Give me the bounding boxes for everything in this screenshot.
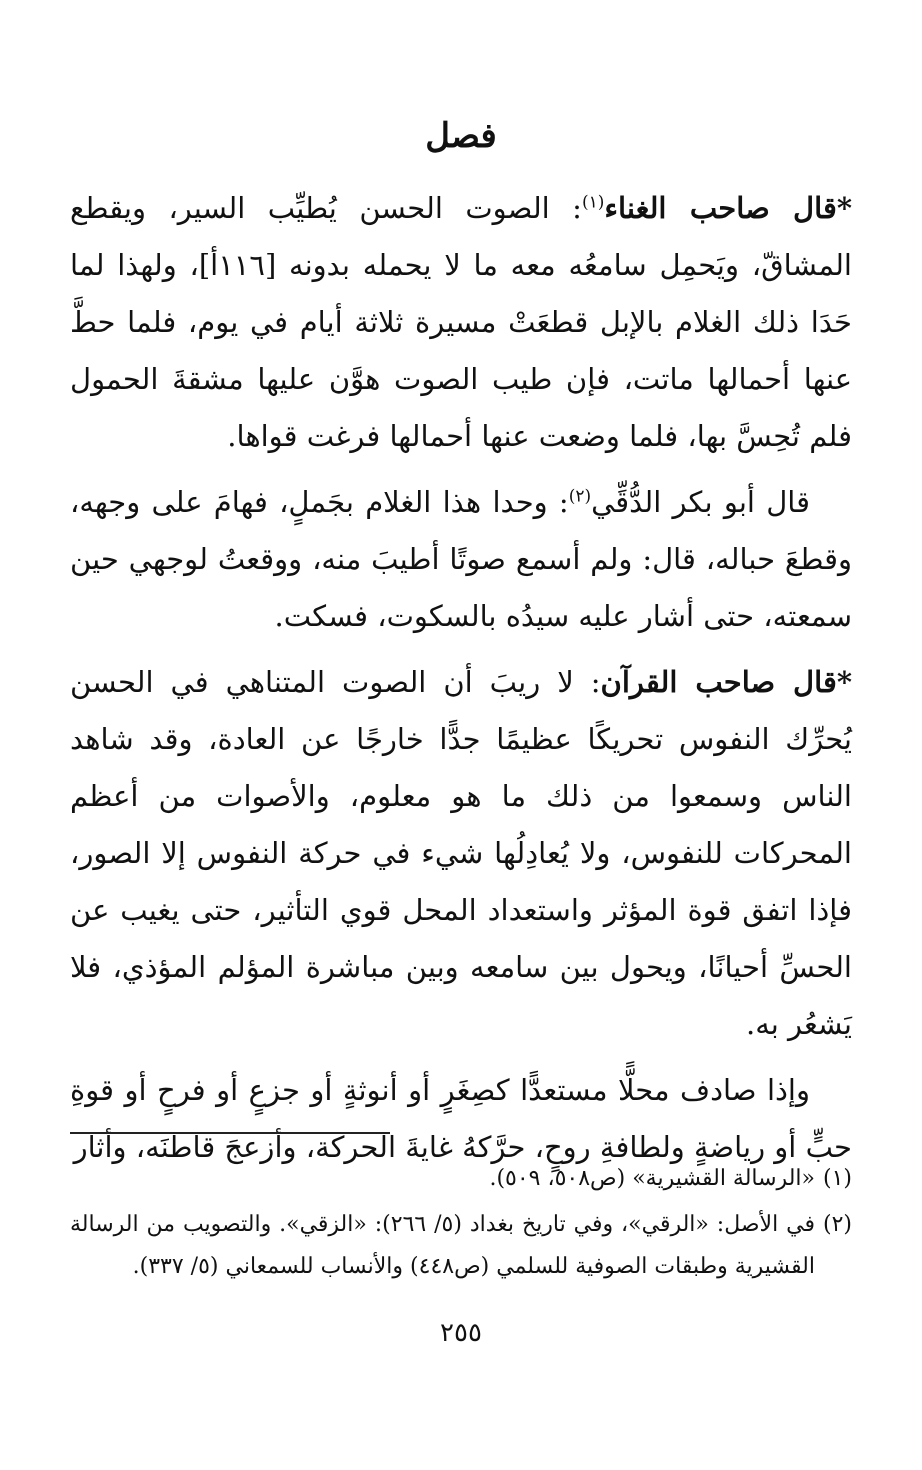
footnote-divider (70, 1132, 390, 1134)
paragraph-1 (70, 180, 852, 465)
paragraph-1-text: : الصوت الحسن يُطيِّب السير، ويقطع المشاقّ، ويَحمِل سامعُه معه ما لا يحمله بدونه [١١٦أ]، ولهذا لما حَدَا ذلك الغلام بالإبل قطعَتْ مسيرة ثلاثة أيام في يوم، فلما حطَّ عنها أحمالها ماتت، فإن طيب الصوت هوَّن عليها مشقةَ الحمول فلم تُحِسَّ بها، فلما وضعت عنها أحمالها فرغت قواها. (70, 191, 852, 453)
paragraph-2-text: : وحدا هذا الغلام بجَملٍ، فهامَ على وجهه، وقطعَ حباله، قال: ولم أسمع صوتًا أطيبَ منه، ووقعتُ لوجهي حين سمعته، حتى أشار عليه سيدُه بالسكوت، فسكت. (70, 485, 852, 633)
paragraph-4-text: وإذا صادف محلًّا مستعدًّا كصِغَرٍ أو أنوثةٍ أو جزعٍ أو فرحٍ أو قوةِ حبٍّ أو رياضةٍ ولطافةِ روحٍ، حرَّكهُ غايةَ الحركة، وأزعجَ قاطنَه، وأثار (70, 1073, 852, 1164)
footnote-2 (70, 1204, 852, 1288)
footnote-1-number: (١) (822, 1166, 852, 1191)
footnote-2-text: في الأصل: «الرقي»، وفي تاريخ بغداد (٥/ ٢٦٦): «الزقي». والتصويب من الرسالة القشيرية وطبقات الصوفية للسلمي (ص٤٤٨) والأنساب للسمعاني (٥/ ٣٣٧). (70, 1212, 815, 1279)
footnote-1-text: «الرسالة القشيرية» (ص٥٠٨، ٥٠٩). (489, 1166, 815, 1191)
footnotes (70, 1158, 852, 1292)
page-number: ٢٥٥ (440, 1318, 482, 1348)
chapter-heading: فصل (425, 116, 497, 156)
paragraph-3 (70, 654, 852, 1053)
footnote-ref-1[interactable]: (١) (581, 192, 605, 213)
footnote-ref-2[interactable]: (٢) (568, 486, 592, 507)
footnote-2-number: (٢) (822, 1212, 852, 1237)
footnote-1 (70, 1158, 852, 1200)
paragraph-2-intro: قال أبو بكر الدُّقِّي (591, 485, 810, 519)
paragraph-3-text: : لا ريبَ أن الصوت المتناهي في الحسن يُحرِّك النفوس تحريكًا عظيمًا جدًّا خارجًا عن العادة، وقد شاهد الناس وسمعوا من ذلك ما هو معلوم، والأصوات من أعظم المحركات للنفوس، ولا يُعادِلُها شيء في حركة النفوس إلا الصور، فإذا اتفق قوة المؤثر واستعداد المحل قوي التأثير، حتى يغيب عن الحسِّ أحيانًا، ويحول بين سامعه وبين مباشرة المؤلم المؤذي، فلا يَشعُر به. (70, 665, 852, 1041)
speaker-label-singing: *قال صاحب الغناء (604, 191, 852, 225)
paragraph-2 (70, 474, 852, 645)
book-page (70, 0, 852, 1470)
speaker-label-quran: *قال صاحب القرآن (600, 665, 852, 699)
main-text (70, 180, 852, 1185)
